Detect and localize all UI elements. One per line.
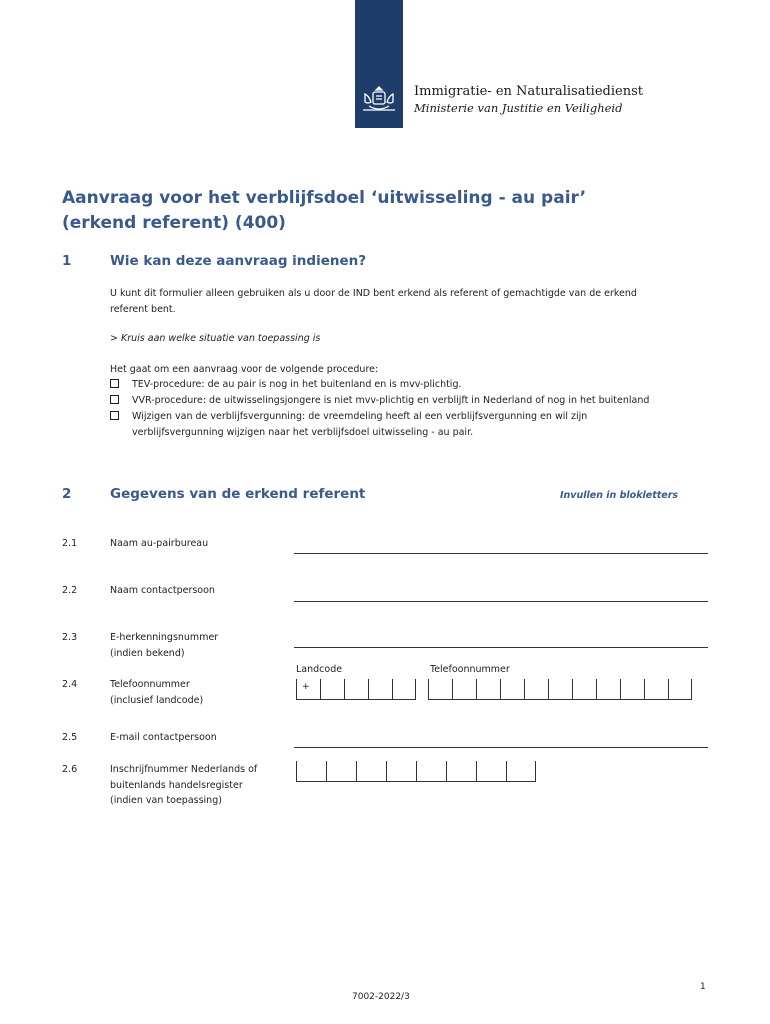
section2-title: Gegevens van de erkend referent <box>110 486 366 502</box>
form-title <box>62 186 682 236</box>
logo-bar <box>355 0 403 128</box>
row-2-4-label-line2: (inclusief landcode) <box>110 694 204 706</box>
comb-cell <box>500 679 524 699</box>
row-2-1-number: 2.1 <box>62 538 78 549</box>
comb-cell <box>476 761 506 781</box>
comb-cell <box>368 679 392 699</box>
option-wijzigen-line1: Wijzigen van de verblijfsvergunning: de vreemdeling heeft al een verblijfsvergunning en wil zijn <box>132 411 588 422</box>
section1-number: 1 <box>62 253 72 269</box>
row-2-6-label-line2: buitenlands handelsregister <box>110 779 243 791</box>
org-name: Immigratie- en Naturalisatiedienst <box>414 84 643 99</box>
comb-cell <box>320 679 344 699</box>
row-2-4-number: 2.4 <box>62 679 78 690</box>
row-2-6-label <box>110 762 290 809</box>
comb-cell <box>506 761 536 781</box>
landcode-plus: + <box>296 679 320 699</box>
coat-of-arms-icon <box>361 84 397 116</box>
comb-cell <box>548 679 572 699</box>
option-tev-label: TEV-procedure: de au pair is nog in het buitenland en is mvv-plichtig. <box>132 379 462 390</box>
comb-cell <box>392 679 416 699</box>
contact-email-field[interactable] <box>294 747 708 748</box>
comb-cell <box>476 679 500 699</box>
comb-cell <box>326 761 356 781</box>
option-vvr-label: VVR-procedure: de uitwisselingsjongere is niet mvv-plichtig en verblijft in Nederland of nog in het buitenland <box>132 395 650 406</box>
form-title-line1: Aanvraag voor het verblijfsdoel ‘uitwisseling - au pair’ <box>62 188 587 208</box>
comb-cell <box>572 679 596 699</box>
row-2-2-label: Naam contactpersoon <box>110 585 215 596</box>
row-2-6-label-line3: (indien van toepassing) <box>110 795 222 806</box>
comb-cell <box>416 761 446 781</box>
bureau-name-field[interactable] <box>294 553 708 554</box>
comb-cell <box>524 679 548 699</box>
page-number: 1 <box>700 982 706 992</box>
row-2-2-number: 2.2 <box>62 585 78 596</box>
telefoon-label: Telefoonnummer <box>430 664 510 675</box>
comb-cell <box>296 761 326 781</box>
comb-cell <box>344 679 368 699</box>
section1-intro-line2: referent bent. <box>110 303 176 315</box>
row-2-6-number: 2.6 <box>62 764 78 775</box>
trade-register-field[interactable] <box>296 761 536 782</box>
blokletters-note: Invullen in blokletters <box>560 490 679 501</box>
comb-cell <box>428 679 452 699</box>
row-2-4-label <box>110 677 290 708</box>
section1-title: Wie kan deze aanvraag indienen? <box>110 253 367 269</box>
comb-cell <box>644 679 668 699</box>
comb-cell <box>446 761 476 781</box>
option-vvr-checkbox[interactable] <box>110 395 119 404</box>
section1-intro <box>110 286 702 317</box>
comb-cell <box>356 761 386 781</box>
ministry-name: Ministerie van Justitie en Veiligheid <box>414 101 623 115</box>
section1-intro-line1: U kunt dit formulier alleen gebruiken als u door de IND bent erkend als referent of gemachtigde van de erkend <box>110 288 637 299</box>
option-wijzigen-checkbox[interactable] <box>110 411 119 420</box>
comb-cell <box>386 761 416 781</box>
row-2-3-label-line1: E-herkenningsnummer <box>110 632 219 643</box>
landcode-field[interactable] <box>296 679 416 700</box>
option-tev-checkbox[interactable] <box>110 379 119 388</box>
section1-instruction: > Kruis aan welke situatie van toepassing is <box>110 333 321 344</box>
form-title-line2: (erkend referent) (400) <box>62 213 286 233</box>
row-2-5-number: 2.5 <box>62 732 78 743</box>
phone-number-field[interactable] <box>428 679 692 700</box>
contact-name-field[interactable] <box>294 601 708 602</box>
row-2-4-label-line1: Telefoonnummer <box>110 679 190 690</box>
row-2-1-label: Naam au-pairbureau <box>110 538 209 549</box>
row-2-6-label-line1: Inschrijfnummer Nederlands of <box>110 764 258 775</box>
row-2-5-label: E-mail contactpersoon <box>110 732 217 743</box>
comb-cell <box>452 679 476 699</box>
row-2-3-label <box>110 630 290 661</box>
row-2-3-label-line2: (indien bekend) <box>110 647 185 659</box>
row-2-3-number: 2.3 <box>62 632 78 643</box>
comb-cell <box>596 679 620 699</box>
option-wijzigen-label <box>132 409 712 440</box>
eherkenning-field[interactable] <box>294 647 708 648</box>
option-wijzigen-line2: verblijfsvergunning wijzigen naar het verblijfsdoel uitwisseling - au pair. <box>132 426 474 438</box>
form-code: 7002-2022/3 <box>352 992 410 1002</box>
landcode-label: Landcode <box>296 664 343 675</box>
procedure-intro: Het gaat om een aanvraag voor de volgende procedure: <box>110 364 379 375</box>
comb-cell <box>620 679 644 699</box>
comb-cell <box>668 679 692 699</box>
section2-number: 2 <box>62 486 72 502</box>
